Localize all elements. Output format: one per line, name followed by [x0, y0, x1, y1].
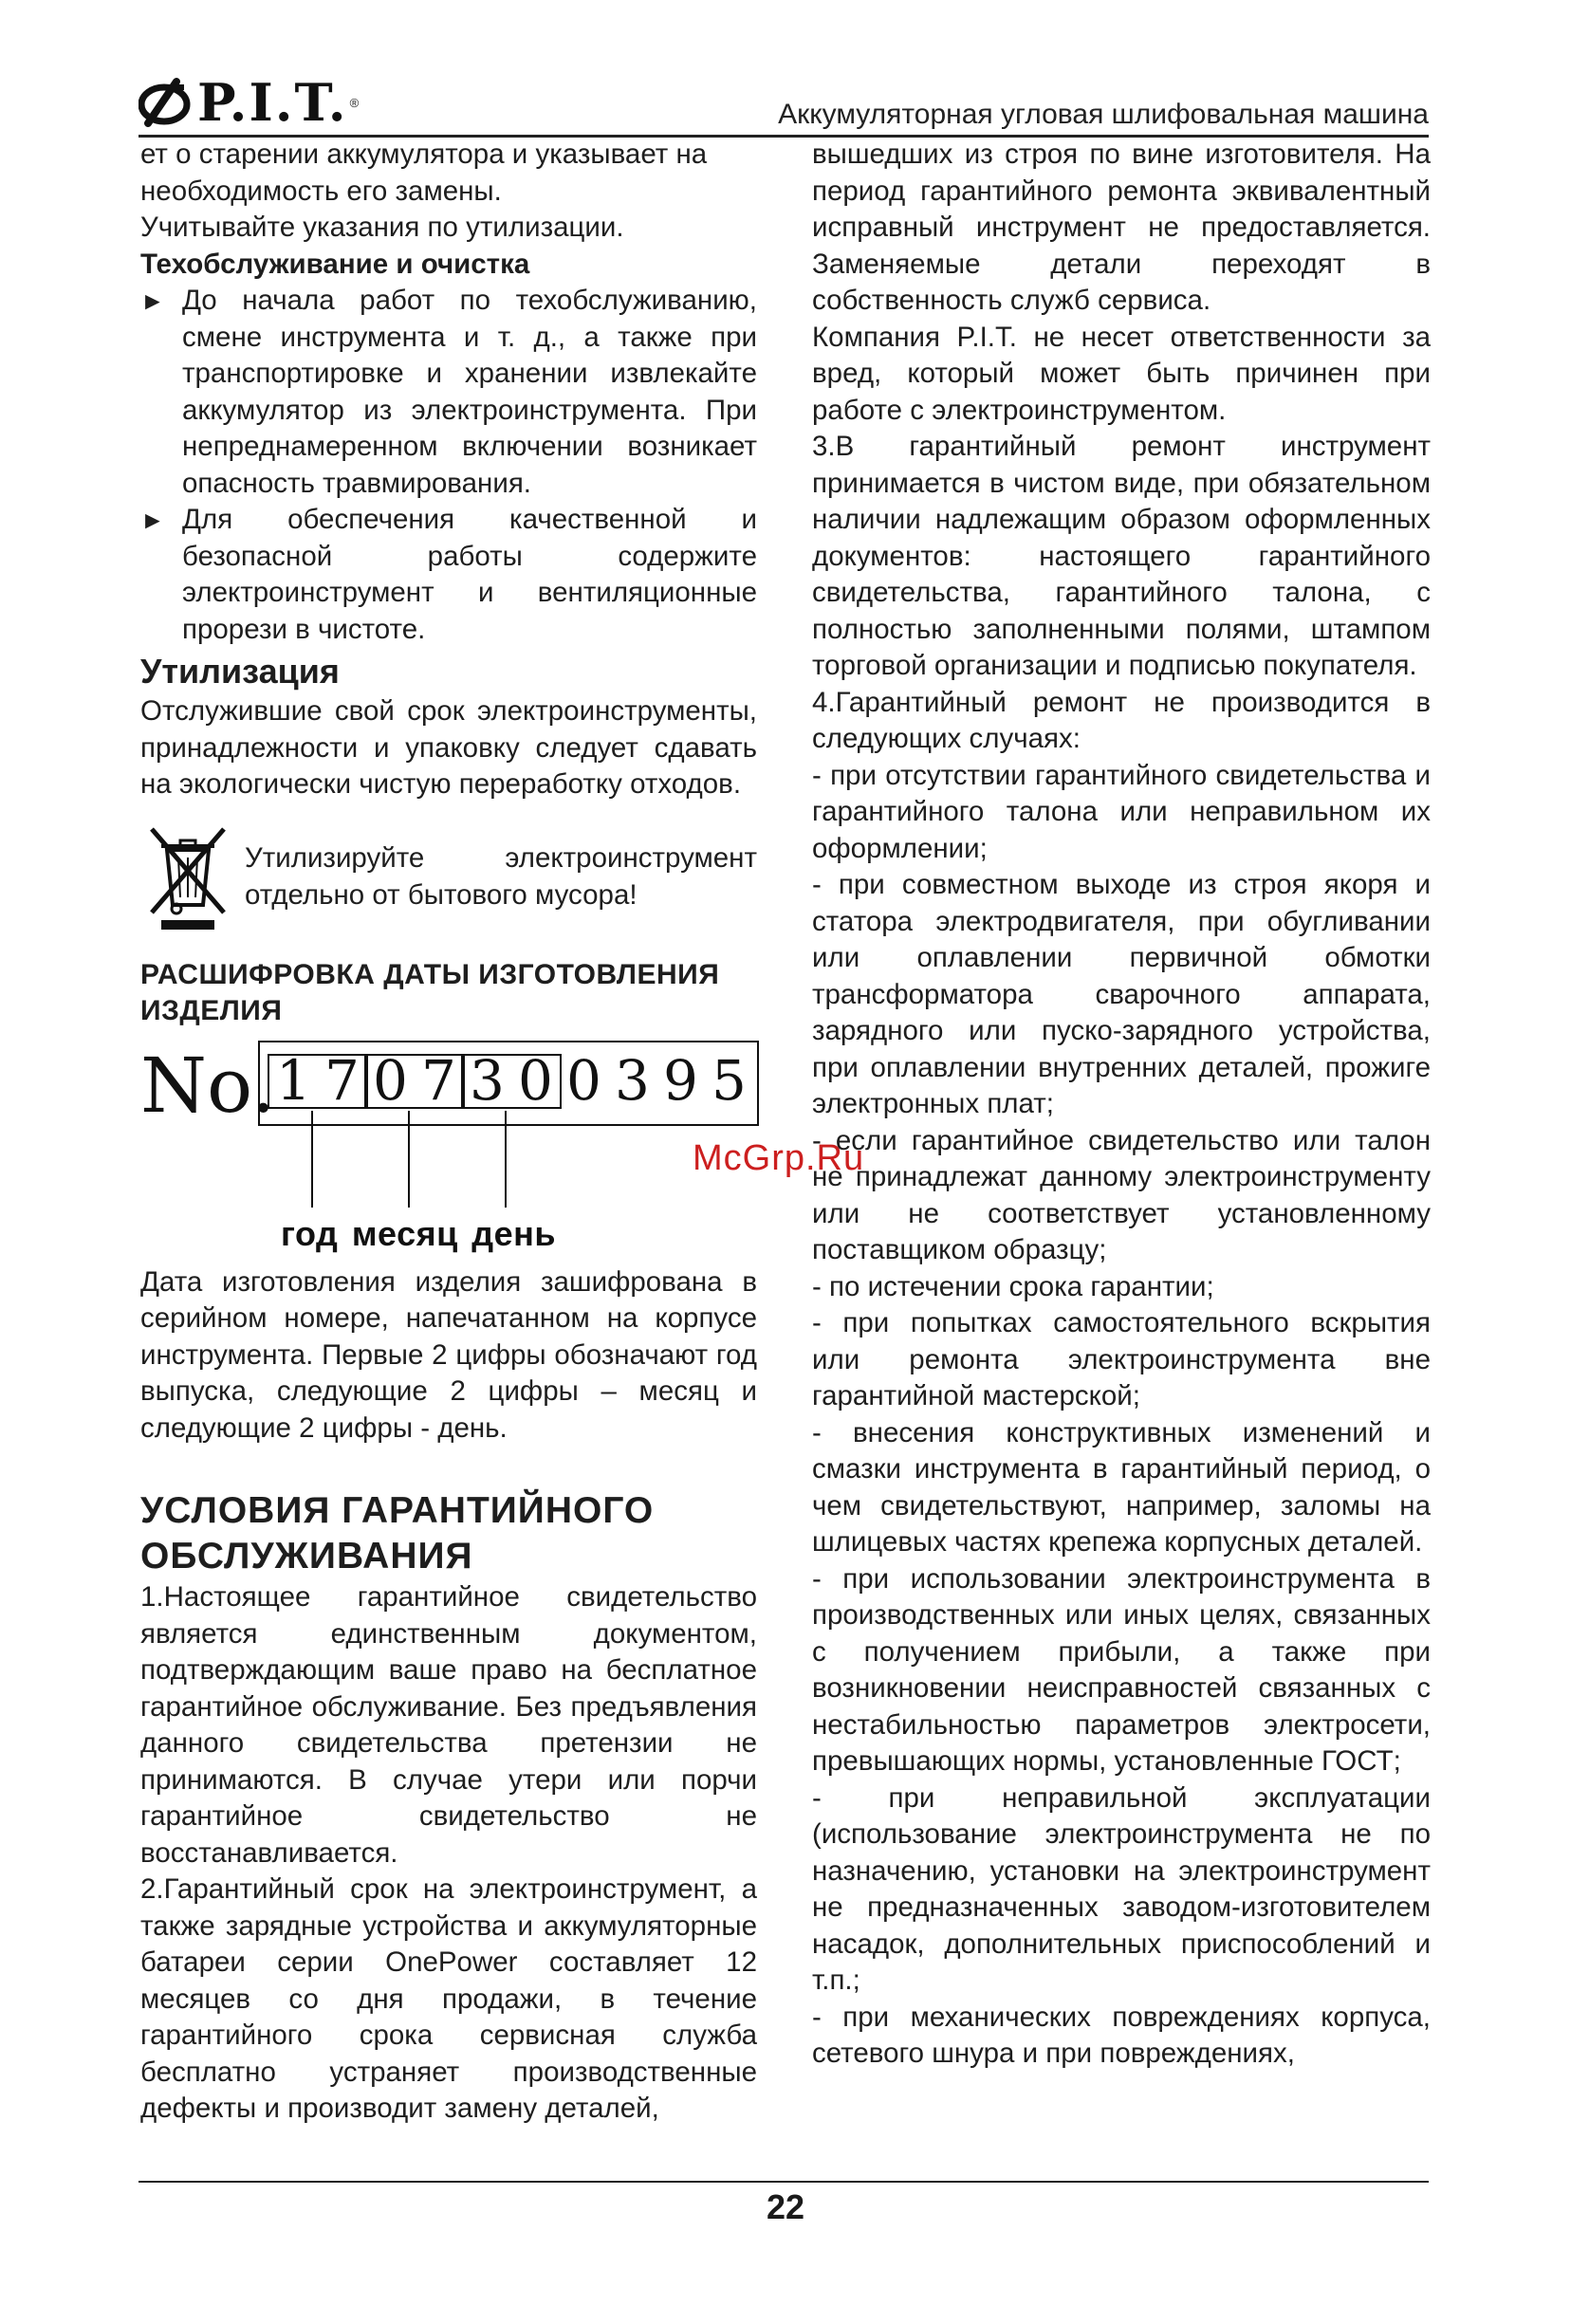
year-pointer-line: [311, 1111, 313, 1208]
bullet-item: [140, 502, 757, 648]
serial-digit: 3: [615, 1047, 650, 1113]
exclusion-item: - по истечении срока гарантии;: [812, 1270, 1214, 1302]
disposal-paragraph: Отслужившие свой срок электроинструменты, принадлежности и упаковку следует сдавать на экологически чистую переработку отходов.: [140, 695, 757, 800]
exclusion-item: - внесения конструктивных изменений и смазки инструмента в гарантийный период, о чем свидетельствуют, например, заломы на шлицевых частях крепежа корпусных деталей.: [812, 1416, 1431, 1558]
disposal-heading: Утилизация: [140, 652, 340, 691]
exclusion-item: - при механических повреждениях корпуса, сетевого шнура и при повреждениях,: [812, 2001, 1431, 2069]
date-decoding-heading: РАСШИФРОВКА ДАТЫ ИЗГОТОВЛЕНИЯ ИЗДЕЛИЯ: [140, 958, 720, 1026]
exclusion-item: - при неправильной эксплуатации (использование электроинструмента не по назначению, установки на электроинструмент не предназначенных заводом-изготовителем насадок, дополнительных приспособлений и т.п.;: [812, 1781, 1431, 1996]
exclusion-item: - при использовании электроинструмента в производственных или иных целях, связанных с получением прибыли, а также при возникновении неисправностей связанных с нестабильностью параметров электросети, превышающих нормы, установленные ГОСТ;: [812, 1562, 1431, 1777]
warranty-heading: УСЛОВИЯ ГАРАНТИЙНОГО ОБСЛУЖИВАНИЯ: [140, 1490, 655, 1577]
serial-digit: 7: [324, 1047, 360, 1113]
exclusion-item: - при отсутствии гарантийного свидетельства и гарантийного талона или неправильном их оформлении;: [812, 759, 1431, 864]
bullet-text: До начала работ по техобслуживанию, смене инструмента и т. д., а также при транспортировке и хранении извлекайте аккумулятор из электроинструмента. При непреднамеренном включении возникает опасность травмирования.: [182, 285, 757, 499]
exclusion-item: - при попытках самостоятельного вскрытия или ремонта электроинструмента вне гарантийной мастерской;: [812, 1307, 1431, 1411]
right-column: [812, 137, 1431, 2073]
bullet-arrow-icon: ►: [140, 506, 165, 534]
serial-digit: 5: [712, 1047, 747, 1113]
paragraph: ет о старении аккумулятора и указывает на необходимость его замены.: [140, 138, 708, 207]
serial-digit: 0: [373, 1047, 408, 1113]
logo-registered-mark: ®: [349, 95, 360, 110]
paragraph: Компания P.I.T. не несет ответственности за вред, который может быть причинен при работе с электроинструментом.: [812, 321, 1431, 426]
page-number: 22: [766, 2187, 805, 2226]
serial-digit: 1: [276, 1047, 311, 1113]
bullet-text: Для обеспечения качественной и безопасной работы содержите электроинструмент и вентиляционные прорези в чистоте.: [182, 504, 757, 645]
serial-digit: 3: [470, 1047, 505, 1113]
maintenance-heading: Техобслуживание и очистка: [140, 248, 530, 280]
serial-digit: 0: [518, 1047, 553, 1113]
serial-digit: 0: [566, 1047, 601, 1113]
serial-legend: год месяц день: [281, 1213, 556, 1253]
serial-digits: [269, 1047, 753, 1113]
left-column: [140, 137, 757, 2128]
pit-logo: [139, 74, 359, 131]
bullet-item: [140, 283, 757, 502]
recycle-text: Утилизируйте электроинструмент отдельно от бытового мусора!: [245, 842, 757, 911]
serial-prefix: No.: [140, 1041, 276, 1130]
crossed-bin-icon: [140, 821, 235, 933]
paragraph: Учитывайте указания по утилизации.: [140, 212, 624, 243]
bullet-arrow-icon: ►: [140, 286, 165, 315]
warranty-clause-3: 3.В гарантийный ремонт инструмент принимается в чистом виде, при обязательном наличии надлежащим образом оформленных документов: настоящего гарантийного свидетельства, гарантийного талона, с полностью заполненными полями, штампом торговой организации и подписью покупателя.: [812, 431, 1431, 681]
warranty-clause-4: 4.Гарантийный ремонт не производится в следующих случаях:: [812, 686, 1431, 754]
exclusion-item: - если гарантийное свидетельство или талон не принадлежат данному электроинструменту или не соответствует установленному поставщиком образцу;: [812, 1124, 1431, 1265]
serial-number-diagram: [140, 1041, 757, 1253]
serial-digit: 7: [421, 1047, 456, 1113]
serial-digit: 9: [663, 1047, 698, 1113]
watermark: McGrp.Ru: [693, 1138, 865, 1178]
paragraph: вышедших из строя по вине изготовителя. На период гарантийного ремонта эквивалентный исправный инструмент не предоставляется. Заменяемые детали переходят в собственность служб сервиса.: [812, 138, 1431, 316]
footer-divider: [139, 2181, 1429, 2183]
header-title: Аккумуляторная угловая шлифовальная машина: [778, 99, 1429, 130]
month-pointer-line: [408, 1111, 410, 1208]
recycle-notice: [140, 821, 757, 934]
day-pointer-line: [505, 1111, 507, 1208]
exclusion-item: - при совместном выходе из строя якоря и статора электродвигателя, при обугливании или оплавлении первичной обмотки трансформатора сварочного аппарата, зарядного или пуско-зарядного устройства, при оплавлении внутренних деталей, прожиге электронных плат;: [812, 869, 1431, 1119]
logo-text: P.I.T.: [197, 72, 348, 133]
warranty-clause-2: 2.Гарантийный срок на электроинструмент, а также зарядные устройства и аккумуляторные батареи серии OnePower составляет 12 месяцев со дня продажи, в течение гарантийного срока сервисная служба бесплатно устраняет производственные дефекты и производит замену деталей,: [140, 1873, 757, 2124]
warranty-clause-1: 1.Настоящее гарантийное свидетельство является единственным документом, подтверждающим ваше право на бесплатное гарантийное обслуживание. Без предъявления данного свидетельства претензии не принимаются. В случае утери или порчи гарантийное свидетельство не восстанавливается.: [140, 1581, 757, 1869]
pit-logo-mark-icon: [139, 78, 194, 127]
date-explanation: Дата изготовления изделия зашифрована в серийном номере, напечатанном на корпусе инструмента. Первые 2 цифры обозначают год выпуска, следующие 2 цифры – месяц и следующие 2 цифры - день.: [140, 1265, 757, 1444]
